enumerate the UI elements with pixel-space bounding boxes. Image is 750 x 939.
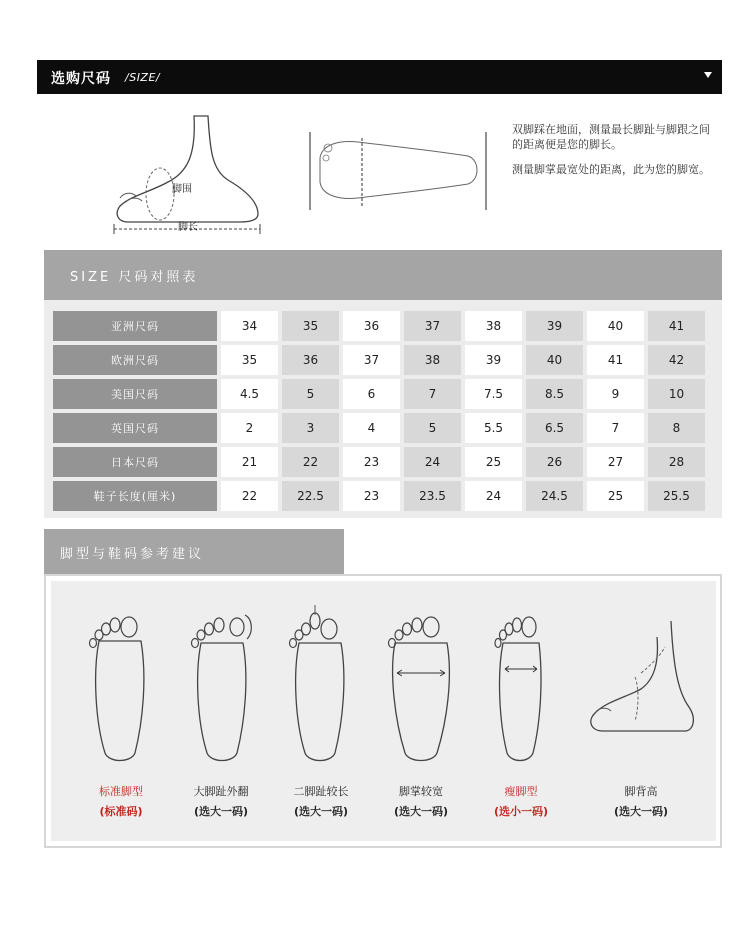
size-cell: 5 — [282, 379, 339, 409]
size-row — [53, 379, 705, 409]
wide-foot-icon — [371, 581, 471, 771]
size-row-label: 亚洲尺码 — [53, 311, 217, 341]
size-row-label: 鞋子长度(厘米) — [53, 481, 217, 511]
chevron-down-icon[interactable] — [704, 72, 712, 78]
size-cell: 39 — [526, 311, 583, 341]
size-cell: 22 — [221, 481, 278, 511]
size-cell: 26 — [526, 447, 583, 477]
size-cell: 40 — [587, 311, 644, 341]
foot-type-advice: (选小一码) — [493, 805, 549, 818]
size-cell: 39 — [465, 345, 522, 375]
size-cell: 21 — [221, 447, 278, 477]
foot-type-advice: (选大一码) — [613, 805, 669, 818]
size-table — [49, 307, 709, 515]
size-cell: 38 — [465, 311, 522, 341]
size-cell: 37 — [343, 345, 400, 375]
header-bar — [37, 60, 722, 94]
size-chart-panel — [44, 250, 722, 518]
size-row — [53, 311, 705, 341]
size-cell: 24 — [404, 447, 461, 477]
header-title: 选购尺码 — [51, 71, 111, 87]
foot-type-standard — [71, 581, 171, 818]
size-cell: 35 — [221, 345, 278, 375]
size-row-label: 美国尺码 — [53, 379, 217, 409]
size-cell: 41 — [587, 345, 644, 375]
size-cell: 23 — [343, 447, 400, 477]
instruction-width: 测量脚掌最宽处的距离，此为您的脚宽。 — [512, 163, 710, 176]
size-cell: 25 — [587, 481, 644, 511]
sole-outline-illustration — [300, 128, 500, 218]
size-cell: 41 — [648, 311, 705, 341]
foot-type-high-instep — [581, 581, 681, 818]
size-row-label: 英国尺码 — [53, 413, 217, 443]
foot-type-name: 大脚趾外翻 — [193, 785, 249, 798]
size-cell: 34 — [221, 311, 278, 341]
size-chart-header — [44, 250, 722, 300]
foot-type-advice: (标准码) — [99, 805, 143, 818]
foot-type-name: 脚背高 — [624, 785, 658, 798]
size-cell: 22 — [282, 447, 339, 477]
measure-section — [0, 100, 750, 240]
side-foot-illustration — [110, 110, 270, 235]
size-cell: 25 — [465, 447, 522, 477]
size-row — [53, 447, 705, 477]
foot-type-panel — [44, 574, 722, 848]
girth-label: 脚围 — [172, 184, 192, 195]
size-cell: 40 — [526, 345, 583, 375]
foot-type-bunion — [171, 581, 271, 818]
size-cell: 8.5 — [526, 379, 583, 409]
header-subtitle: /SIZE/ — [125, 71, 161, 84]
size-cell: 7 — [404, 379, 461, 409]
size-cell: 5.5 — [465, 413, 522, 443]
size-cell: 22.5 — [282, 481, 339, 511]
size-cell: 36 — [343, 311, 400, 341]
size-cell: 10 — [648, 379, 705, 409]
foot-type-advice: (选大一码) — [293, 805, 349, 818]
bunion-foot-icon — [171, 581, 271, 771]
size-row — [53, 413, 705, 443]
long-second-toe-icon — [271, 581, 371, 771]
size-cell: 23 — [343, 481, 400, 511]
size-row-label: 欧洲尺码 — [53, 345, 217, 375]
size-cell: 4 — [343, 413, 400, 443]
foot-type-advice: (选大一码) — [193, 805, 249, 818]
size-cell: 7.5 — [465, 379, 522, 409]
size-cell: 7 — [587, 413, 644, 443]
foot-type-advice: (选大一码) — [393, 805, 449, 818]
size-cell: 37 — [404, 311, 461, 341]
size-cell: 2 — [221, 413, 278, 443]
size-cell: 24 — [465, 481, 522, 511]
size-cell: 6.5 — [526, 413, 583, 443]
foot-type-name: 脚掌较宽 — [399, 785, 443, 798]
size-cell: 23.5 — [404, 481, 461, 511]
size-cell: 42 — [648, 345, 705, 375]
size-cell: 8 — [648, 413, 705, 443]
slim-foot-icon — [471, 581, 571, 771]
size-cell: 38 — [404, 345, 461, 375]
size-cell: 6 — [343, 379, 400, 409]
high-instep-foot-icon — [581, 581, 701, 771]
length-label: 脚长 — [178, 222, 198, 233]
foot-type-title: 脚型与鞋码参考建议 — [60, 547, 205, 562]
foot-type-slim — [471, 581, 571, 818]
size-cell: 4.5 — [221, 379, 278, 409]
size-cell: 25.5 — [648, 481, 705, 511]
foot-type-grid — [51, 581, 716, 841]
size-cell: 9 — [587, 379, 644, 409]
measure-instructions — [512, 122, 712, 187]
size-cell: 24.5 — [526, 481, 583, 511]
instruction-length: 双脚踩在地面，测量最长脚趾与脚跟之间的距离便是您的脚长。 — [512, 123, 710, 151]
size-cell: 27 — [587, 447, 644, 477]
foot-type-wide — [371, 581, 471, 818]
size-cell: 36 — [282, 345, 339, 375]
size-chart-title: SIZE 尺码对照表 — [70, 270, 199, 285]
size-row — [53, 481, 705, 511]
standard-foot-icon — [71, 581, 171, 771]
size-cell: 3 — [282, 413, 339, 443]
size-cell: 35 — [282, 311, 339, 341]
size-row-label: 日本尺码 — [53, 447, 217, 477]
foot-type-name: 标准脚型 — [99, 785, 143, 798]
size-cell: 5 — [404, 413, 461, 443]
foot-type-name: 二脚趾较长 — [293, 785, 349, 798]
size-row — [53, 345, 705, 375]
size-cell: 28 — [648, 447, 705, 477]
foot-type-name: 瘦脚型 — [504, 785, 538, 798]
foot-type-header — [44, 529, 344, 575]
foot-type-long-second-toe — [271, 581, 371, 818]
